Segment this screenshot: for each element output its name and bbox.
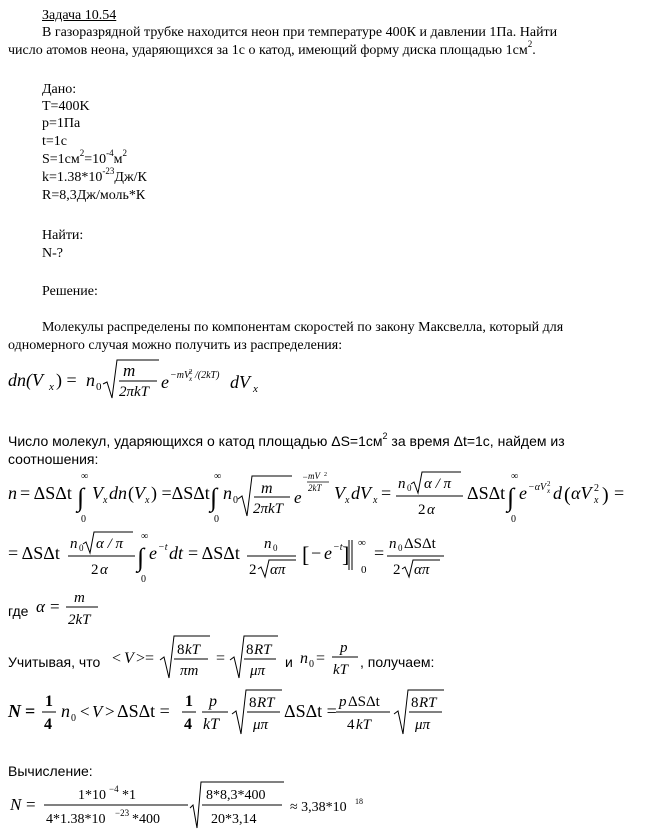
svg-text:dt: dt [169,543,184,563]
svg-text:=: = [614,483,625,503]
svg-text:−4: −4 [109,784,119,794]
svg-text:0: 0 [233,495,238,506]
svg-text:α: α [36,597,45,616]
svg-text:ΔSΔt =: ΔSΔt = [284,701,337,721]
svg-text:8: 8 [411,695,419,711]
svg-text:μπ: μπ [253,717,269,733]
svg-text:2: 2 [594,483,599,494]
svg-text:dn: dn [109,483,127,503]
svg-text:0: 0 [214,514,219,525]
svg-text:p: p [339,694,347,710]
find-heading: Найти: [42,228,84,243]
formula-N [6,684,446,740]
svg-text:∞: ∞ [141,531,149,542]
svg-text:n: n [70,536,78,552]
svg-text:=: = [316,650,326,667]
svg-text:0: 0 [361,564,367,576]
svg-text:n: n [61,701,70,721]
svg-text:2: 2 [189,368,193,376]
svg-text:απ: απ [270,562,286,578]
svg-text:=: = [50,597,60,616]
problem-text-line2: число атомов неона, ударяющихся за 1с о катод, имеющий форму диска площадью $1см^2$. [8,39,536,58]
svg-text:kT: kT [356,717,371,733]
svg-text:0: 0 [79,543,84,553]
svg-text:<: < [112,650,122,667]
svg-text:[: [ [302,542,310,567]
svg-text:=: = [25,701,36,721]
svg-text:n: n [389,536,397,552]
svg-text:0: 0 [141,574,146,585]
svg-text:2: 2 [393,562,401,578]
solution-para2-line2: соотношения: [8,451,99,467]
svg-text:V: V [92,702,103,721]
svg-text:= ΔSΔt: = ΔSΔt [20,483,72,503]
svg-text:0: 0 [511,514,516,525]
svg-text:e: e [161,372,169,392]
svg-text:α / π: α / π [424,476,452,492]
svg-text:4*1.38*10: 4*1.38*10 [46,812,106,827]
svg-text:2kT: 2kT [308,483,322,493]
svg-text:0: 0 [407,483,412,493]
problem-title: Задача 10.54 [42,8,117,23]
svg-text:RT: RT [254,642,272,658]
solution-para2-line1: Число молекул, ударяющихся о катод площадью $\Delta S=1см^2$ за время Δt=1с, найдем из [8,431,565,449]
svg-text:kT: kT [333,662,348,678]
svg-text:0: 0 [273,543,278,553]
svg-text:): ) [602,484,609,506]
svg-text:−t: −t [158,542,168,553]
svg-text:e: e [324,543,332,563]
svg-text:= ΔSΔt: = ΔSΔt [8,543,60,563]
svg-text:mV: mV [308,471,320,481]
svg-text:2πkT: 2πkT [119,384,150,400]
svg-text:0: 0 [81,514,86,525]
svg-text:0: 0 [309,659,314,670]
svg-text:(: ( [128,483,134,503]
and-label: и [285,654,293,670]
svg-text:V: V [134,483,145,503]
svg-text:x: x [373,495,378,506]
svg-text:N: N [8,701,21,721]
svg-text:x: x [49,381,54,393]
svg-text:n: n [264,536,272,552]
svg-text:d: d [553,483,562,503]
svg-text:ΔSΔt: ΔSΔt [348,694,380,710]
svg-text:−: − [302,472,309,482]
svg-text:*1: *1 [122,788,136,803]
svg-text:x: x [345,495,350,506]
solution-para1-line2: одномерного случая можно получить из распределения: [8,338,343,353]
formula-n0 [298,636,362,680]
svg-text:−mV: −mV [170,370,191,381]
svg-text:dn(V: dn(V [8,370,43,390]
svg-text:αV: αV [571,483,592,503]
svg-text:α / π: α / π [96,536,124,552]
svg-text:V: V [92,483,103,503]
svg-text:/(2kT): /(2kT) [195,370,220,381]
given-heading: Дано: [42,82,77,97]
svg-text:p: p [340,640,348,656]
svg-text:ΔSΔt =: ΔSΔt = [117,701,170,721]
svg-text:0: 0 [96,381,102,393]
given-boltzmann: $k=1.38*10^{-23}Дж/К$ [42,166,147,185]
svg-text:*400: *400 [132,812,160,827]
svg-text:]: ] [342,542,350,567]
svg-text:2: 2 [324,472,327,478]
solution-para1-line1: Молекулы распределены по компонентам скоростей по закону Максвелла, который для [42,320,564,335]
formula-maxwell [6,354,276,402]
svg-text:p: p [209,693,217,710]
solution-heading: Решение: [42,284,98,299]
svg-text:α: α [100,562,108,578]
svg-text:= ΔSΔt: = ΔSΔt [188,543,240,563]
svg-text:>=: >= [136,650,155,667]
svg-text:) =ΔSΔt: ) =ΔSΔt [151,483,210,503]
svg-text:8: 8 [177,642,185,658]
svg-text:m: m [261,480,273,497]
svg-text:∫: ∫ [507,483,515,512]
considering-label: Учитывая, что [8,654,101,670]
svg-text:1: 1 [45,693,53,710]
calc-heading: Вычисление: [8,763,93,779]
svg-text:1*10: 1*10 [78,788,106,803]
formula-n-result [6,526,466,586]
svg-text:∞: ∞ [81,471,89,482]
svg-text:x: x [253,383,258,395]
svg-text:πm: πm [180,663,199,679]
svg-text:e: e [149,543,157,563]
svg-text:n: n [86,370,95,390]
svg-text:kT: kT [185,642,200,658]
svg-text:x: x [547,487,551,495]
svg-text:2πkT: 2πkT [253,501,284,517]
svg-text:−αV: −αV [528,482,547,493]
svg-text:0: 0 [398,543,403,553]
find-value: N-? [42,246,63,261]
formula-calculation [6,778,426,834]
svg-text:∫: ∫ [210,483,218,512]
svg-text:−: − [311,543,322,563]
given-pressure: p=1Па [42,116,81,131]
where-label: где [8,603,29,619]
svg-text:=: = [216,650,226,667]
formula-n-integral [6,466,651,526]
svg-text:N: N [10,795,22,814]
svg-text:RT: RT [257,695,275,711]
svg-text:RT: RT [419,695,437,711]
svg-text:V: V [334,483,345,503]
svg-text:n: n [398,476,406,492]
svg-text:kT: kT [203,716,219,733]
svg-text:n: n [300,650,308,667]
svg-text:n: n [8,483,17,503]
svg-text:x: x [189,375,193,383]
given-gas-constant: R=8,3Дж/моль*К [42,188,146,203]
svg-text:dV: dV [230,372,250,392]
svg-text:μπ: μπ [250,663,266,679]
svg-text:8: 8 [249,695,257,711]
given-temperature: T=400K [42,99,90,114]
problem-text-line1: В газоразрядной трубке находится неон при температуре 400К и давлении 1Па. Найти [42,25,558,40]
svg-text:2: 2 [418,502,426,518]
svg-text:ΔSΔt: ΔSΔt [404,536,436,552]
svg-text:m: m [123,361,136,380]
svg-text:) =: ) = [56,370,77,390]
svg-text:8: 8 [246,642,254,658]
formula-alpha [34,586,104,630]
svg-text:2: 2 [547,480,551,488]
svg-text:2: 2 [91,562,99,578]
svg-text:(: ( [564,484,571,506]
given-time: t=1с [42,134,67,149]
svg-text:μπ: μπ [415,717,431,733]
svg-text:n: n [223,483,232,503]
svg-text:20*3,14: 20*3,14 [211,812,257,827]
svg-text:∞: ∞ [358,537,366,549]
svg-text:∞: ∞ [511,471,519,482]
svg-text:=: = [381,483,392,503]
svg-text:m: m [74,590,85,606]
svg-text:α: α [427,502,435,518]
svg-text:x: x [145,495,150,506]
svg-text:18: 18 [355,797,363,806]
svg-text:8*8,3*400: 8*8,3*400 [206,788,266,803]
given-area: $S=1см^2=10^{-4}м^2$ [42,148,128,167]
svg-text:4: 4 [347,717,355,733]
svg-text:4: 4 [44,716,52,733]
svg-text:V: V [124,650,134,667]
svg-text:1: 1 [185,693,193,710]
svg-text:∫: ∫ [77,483,85,512]
svg-text:απ: απ [414,562,430,578]
svg-text:0: 0 [71,713,76,724]
svg-text:e: e [294,488,302,507]
svg-text:ΔSΔt: ΔSΔt [467,483,506,503]
svg-text:x: x [103,495,108,506]
calc-result: ≈ 3,38*10 [290,800,347,815]
svg-text:<: < [80,702,90,721]
svg-text:2: 2 [249,562,257,578]
svg-text:dV: dV [351,483,371,503]
svg-text:−23: −23 [115,808,130,818]
svg-text:=: = [26,795,36,814]
svg-text:∫: ∫ [137,543,145,572]
svg-text:2kT: 2kT [68,612,91,628]
obtain-label: , получаем: [360,654,435,670]
formula-mean-velocity [110,632,280,684]
svg-text:x: x [594,495,599,506]
svg-text:4: 4 [184,716,192,733]
svg-text:>: > [105,702,115,721]
svg-text:−t: −t [333,542,343,553]
svg-text:e: e [519,483,527,503]
svg-text:=: = [374,543,385,563]
svg-text:∞: ∞ [214,471,222,482]
